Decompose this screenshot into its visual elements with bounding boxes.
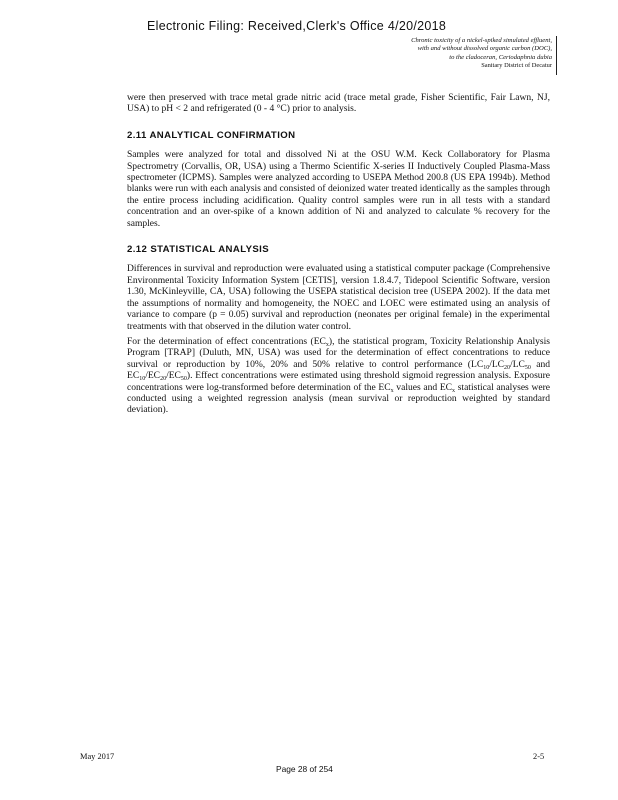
footer-date: May 2017 (80, 752, 115, 761)
page-body (127, 92, 550, 416)
running-header (360, 37, 552, 70)
filing-stamp: Electronic Filing: Received,Clerk's Office 4/20/2018 (147, 19, 447, 33)
footer-section-page: 2-5 (533, 752, 545, 761)
section-heading-2-12: 2.12 STATISTICAL ANALYSIS (127, 244, 270, 256)
section-heading-2-11: 2.11 ANALYTICAL CONFIRMATION (127, 129, 296, 141)
running-title-line: to the cladoceran, Ceriodaphnia dubia (449, 53, 552, 61)
paragraph-analytical-confirmation: Samples were analyzed for total and dissolved Ni at the OSU W.M. Keck Collaboratory for Plasma Spectrometry (Corvallis, OR, USA) using a Thermo Scientific X-series II Inductively Coupled Plasma-Mass spectrometer (ICPMS). Samples were analyzed according to USEPA Method 200.8 (US EPA 1994b). Method blanks were run with each analysis and consisted of deionized water treated identically as the samples through the entire process including acidification. Quality control samples were run in all tests with a standard concentration and an over-spike of a known addition of Ni and analyzed to calculate % recovery for the samples. (127, 149, 550, 229)
running-title-line: Chronic toxicity of a nickel-spiked simulated effluent, (411, 37, 552, 44)
running-title-line: with and without dissolved organic carbon (DOC), (417, 45, 552, 53)
running-title-organization: Sanitary District of Decatur (481, 61, 552, 69)
footer-page-counter: Page 28 of 254 (276, 764, 333, 774)
paragraph-statistical-analysis-1: Differences in survival and reproduction were evaluated using a statistical computer package (Comprehensive Environmental Toxicity Information System [CETIS], version 1.8.4.7, Tidepool Scientific Software, version 1.30, McKinleyville, CA, USA) following the USEPA statistical decision tree (USEPA 2002). If the data met the assumptions of normality and homogeneity, the NOEC and LOEC were estimated using an analysis of variance to compare (p = 0.05) survival and reproduction (neonates per original female) in the experimental treatments with that observed in the dilution water control. (127, 263, 550, 332)
header-vertical-rule (556, 36, 557, 75)
paragraph-statistical-analysis-2: For the determination of effect concentrations $(EC_x)$, the statistical program, Toxicity Relationship Analysis Program [TRAP] (Duluth, MN, USA) was used for the determination of effect concentrations to reduce survival or reproduction by 10%, 20% and 50% relative to control performance ($LC_{10}/LC_{20}/LC_{50}$ and $EC_{10}/EC_{20}/EC_{50}$). Effect concentrations were estimated using threshold sigmoid regression analysis. Exposure concentrations were log-transformed before determination of the $EC_x$ values and $EC_x$ statistical analyses were conducted using a weighted regression analysis (mean survival or reproduction weighted by standard deviation). (127, 335, 551, 416)
paragraph-intro: were then preserved with trace metal grade nitric acid (trace metal grade, Fisher Scientific, Fair Lawn, NJ, USA) to pH < 2 and refrigerated (0 - 4 °C) prior to analysis. (127, 92, 550, 115)
